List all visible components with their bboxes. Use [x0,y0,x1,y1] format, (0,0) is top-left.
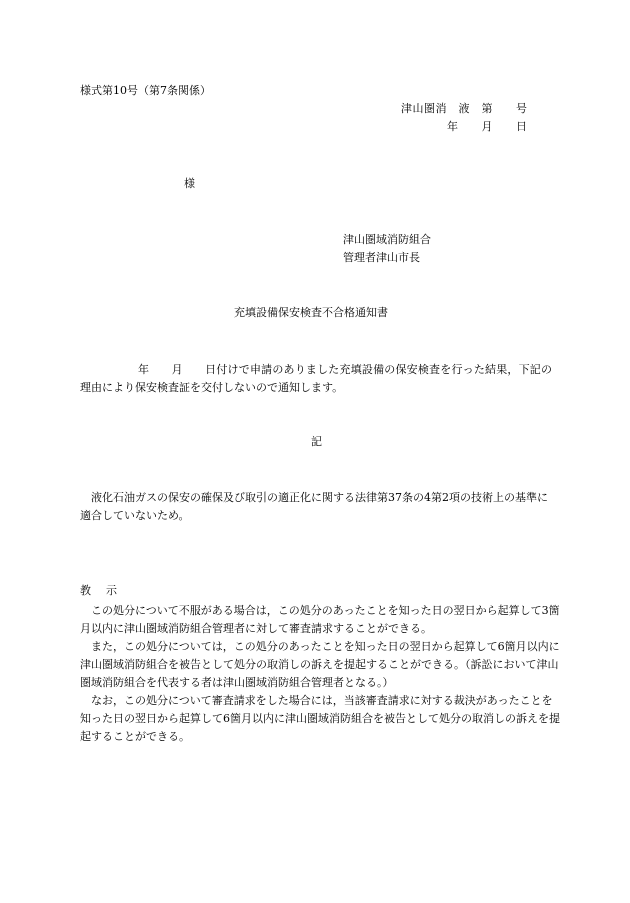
issue-date: 年 月 日 [447,120,528,133]
sender-title: 管理者津山市長 [343,251,420,264]
notice-heading: 教 示 [80,584,119,597]
document-title: 充填設備保安検査不合格通知書 [234,306,388,319]
notice-body [80,602,560,746]
reference-number: 津山圏消 液 第 号 [401,102,528,115]
addressee-honorific: 様 [184,177,195,190]
sender-organization: 津山圏域消防組合 [343,233,431,246]
notice-paragraph: なお，この処分について審査請求をした場合には，当該審査請求に対する裁決があったことを知った日の翌日から起算して6箇月以内に津山圏域消防組合を被告として処分の取消しの訴えを提起することができる。 [80,694,560,743]
form-label: 様式第10号（第7条関係） [80,84,211,97]
intro-paragraph: 年 月 日付けで申請のありました充填設備の保安検査を行った結果，下記の理由により保安検査証を交付しないので通知します。 [80,363,552,394]
notice-paragraph: この処分について不服がある場合は，この処分のあったことを知った日の翌日から起算して3箇月以内に津山圏域消防組合管理者に対して審査請求することができる。 [80,604,560,635]
reason-paragraph: 液化石油ガスの保安の確保及び取引の適正化に関する法律第37条の4第2項の技術上の基準に適合していないため。 [80,491,548,522]
record-mark: 記 [311,435,322,448]
notice-paragraph: また，この処分については，この処分のあったことを知った日の翌日から起算して6箇月以内に津山圏域消防組合を被告として処分の取消しの訴えを提起することができる。（訴訟において津山圏域消防組合を代表する者は津山圏域消防組合管理者となる。） [80,640,560,689]
